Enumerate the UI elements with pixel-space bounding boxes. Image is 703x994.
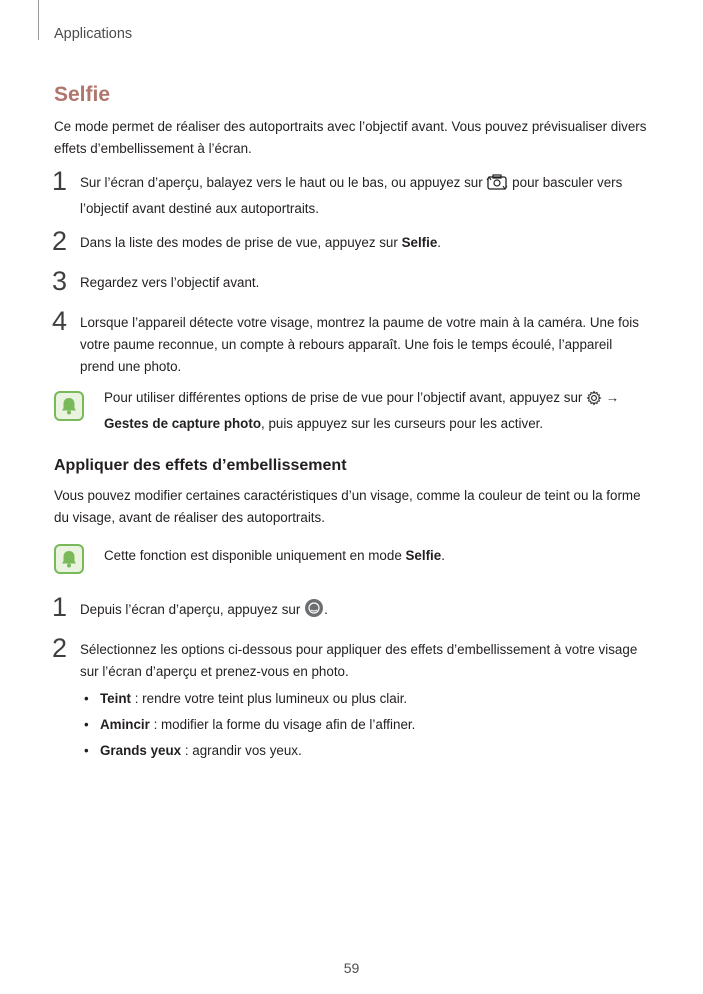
step-number: 2: [52, 633, 68, 663]
step-text: Lorsque l’appareil détecte votre visage, montrez la paume de votre main à la caméra. Une fois votre paume reconnue, un compte à rebours apparaît. Une fois le temps écoulé, l’appareil prend une photo.: [80, 315, 639, 374]
step-text-before: Sur l’écran d’aperçu, balayez vers le haut ou le bas, ou appuyez sur: [80, 175, 483, 190]
arrow-glyph: →: [605, 390, 620, 405]
note-text-bold: Selfie: [405, 548, 442, 563]
switch-camera-icon: [486, 173, 508, 198]
step-text-after: .: [324, 602, 328, 617]
bullet-dot: •: [84, 717, 89, 732]
bullet-desc: : modifier la forme du visage afin de l’affiner.: [149, 717, 416, 732]
step-text-before: Dans la liste des modes de prise de vue, appuyez sur: [80, 235, 402, 250]
note-text: [104, 387, 654, 435]
step-text-before: Depuis l’écran d’aperçu, appuyez sur: [80, 602, 301, 617]
step-text-bold: Selfie: [401, 235, 438, 250]
note-text-after: .: [441, 548, 445, 563]
bullet-dot: •: [84, 691, 89, 706]
note-text-bold: Gestes de capture photo: [104, 416, 261, 431]
note-text-after: , puis appuyez sur les curseurs pour les activer.: [261, 416, 544, 431]
bullet-dot: •: [84, 743, 89, 758]
note-bell-icon: [54, 391, 84, 421]
step-number: 3: [52, 266, 68, 296]
step-text-after: pour basculer vers l’objectif avant destiné aux autoportraits.: [80, 175, 623, 216]
note-text-before: Cette fonction est disponible uniquement en mode: [104, 548, 406, 563]
step-text: [80, 232, 650, 254]
selfie-intro: Ce mode permet de réaliser des autoportraits avec l’objectif avant. Vous pouvez prévisualiser divers effets d’embellissement à l’écran.: [54, 119, 647, 156]
bullet-desc: : rendre votre teint plus lumineux ou plus clair.: [131, 691, 408, 706]
step-text: [80, 172, 650, 220]
selfie-title: Selfie: [54, 83, 111, 106]
step-text: Sélectionnez les options ci-dessous pour appliquer des effets d’embellissement à votre visage sur l’écran d’aperçu et prenez-vous en photo.: [80, 642, 638, 679]
bullet-term: Amincir: [100, 717, 150, 732]
note-text: [104, 545, 654, 567]
step-number: 1: [52, 592, 68, 622]
settings-gear-icon: [586, 390, 602, 413]
bullet-desc: : agrandir vos yeux.: [181, 743, 302, 758]
page-number: 59: [343, 960, 360, 976]
note-bell-icon: [54, 544, 84, 574]
step-text: Regardez vers l’objectif avant.: [80, 275, 260, 290]
beauty-subtitle: Appliquer des effets d’embellissement: [54, 457, 347, 474]
step-number: 1: [52, 166, 68, 196]
beauty-intro: Vous pouvez modifier certaines caractéristiques d’un visage, comme la couleur de teint ou la forme du visage, avant de réaliser des autoportraits.: [54, 488, 641, 525]
step-number: 2: [52, 226, 68, 256]
step-text: [80, 598, 650, 625]
bullet-term: Grands yeux: [100, 743, 182, 758]
note-text-before: Pour utiliser différentes options de prise de vue pour l’objectif avant, appuyez sur: [104, 390, 583, 405]
beauty-effect-icon: [304, 598, 324, 625]
step-text-after: .: [437, 235, 442, 250]
bullet-term: Teint: [100, 691, 131, 706]
step-number: 4: [52, 306, 68, 336]
header-rule: [38, 0, 39, 40]
header-section-label: Applications: [54, 26, 133, 42]
